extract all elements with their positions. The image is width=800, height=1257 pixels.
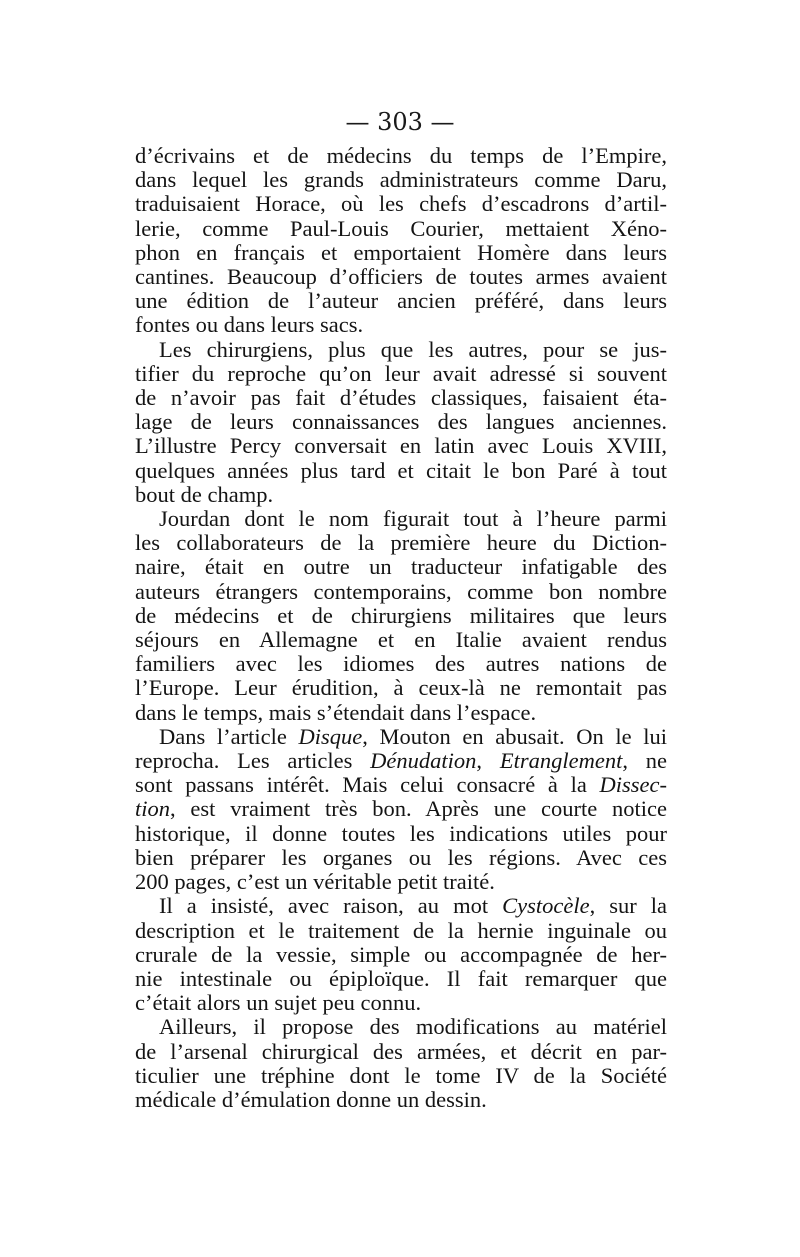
- text-line: tifier du reproche qu’on leur avait adressé si souvent: [135, 360, 667, 386]
- text-line: bien préparer les organes ou les régions. Avec ces: [135, 844, 667, 870]
- text-line: familiers avec les idiomes des autres nations de: [135, 651, 667, 677]
- italic-term: Cystocèle: [502, 893, 590, 919]
- text-line: les collaborateurs de la première heure du Diction-: [135, 530, 667, 556]
- italic-term: Dissec-: [599, 772, 667, 798]
- text-line: de médecins et de chirurgiens militaires que leurs: [135, 602, 667, 628]
- text-line: Les chirurgiens, plus que les autres, pour se jus-: [159, 336, 667, 362]
- text-line: l’Europe. Leur érudition, à ceux-là ne remontait pas: [135, 675, 667, 701]
- text-line: lage de leurs connaissances des langues anciennes.: [135, 409, 667, 435]
- italic-term: Etranglement: [499, 748, 623, 774]
- text-line: naire, était en outre un traducteur infatigable des: [135, 554, 667, 580]
- text-line: L’illustre Percy conversait en latin avec Louis XVIII,: [135, 433, 667, 459]
- text-line: Jourdan dont le nom figurait tout à l’heure parmi: [159, 506, 667, 532]
- text-line: historique, il donne toutes les indications utiles pour: [135, 820, 667, 846]
- text-line: c’était alors un sujet peu connu.: [135, 990, 422, 1016]
- text-line: de l’arsenal chirurgical des armées, et décrit en par-: [135, 1038, 667, 1064]
- text-line: de n’avoir pas fait d’études classiques, faisaient éta-: [135, 385, 667, 411]
- text-line: bout de champ.: [135, 481, 274, 507]
- text-line: Dans l’article Disque, Mouton en abusait. On le lui: [159, 723, 667, 749]
- text-line: 200 pages, c’est un véritable petit traité.: [135, 869, 495, 895]
- text-line: médicale d’émulation donne un dessin.: [135, 1086, 487, 1112]
- text-line: auteurs étrangers contemporains, comme bon nombre: [135, 578, 667, 604]
- page-number: — 303 —: [345, 108, 455, 136]
- text-line: d’écrivains et de médecins du temps de l’Empire,: [135, 143, 667, 168]
- text-line: ticulier une tréphine dont le tome IV de la Société: [135, 1062, 667, 1088]
- text-line: sont passans intérêt. Mais celui consacré à la Dissec-: [135, 772, 667, 798]
- text-line: séjours en Allemagne et en Italie avaient rendus: [135, 627, 667, 653]
- body-text: [135, 144, 667, 1112]
- text-line: quelques années plus tard et citait le bon Paré à tout: [135, 457, 667, 483]
- text-line: nie intestinale ou épiploïque. Il fait remarquer que: [135, 965, 667, 991]
- text-line: dans lequel les grands administrateurs comme Daru,: [135, 167, 667, 193]
- text-line: phon en français et emportaient Homère dans leurs: [135, 239, 667, 265]
- text-line: Ailleurs, il propose des modifications au matériel: [159, 1014, 667, 1040]
- italic-term: Disque: [298, 723, 363, 749]
- text-line: tion, est vraiment très bon. Après une courte notice: [135, 796, 667, 822]
- text-line: une édition de l’auteur ancien préféré, dans leurs: [135, 288, 667, 314]
- text-line: reprocha. Les articles Dénudation, Etranglement, ne: [135, 748, 667, 774]
- text-line: cantines. Beaucoup d’officiers de toutes armes avaient: [135, 264, 667, 290]
- text-line: fontes ou dans leurs sacs.: [135, 312, 364, 338]
- text-line: description et le traitement de la hernie inguinale ou: [135, 917, 667, 943]
- text-line: Il a insisté, avec raison, au mot Cystocèle, sur la: [159, 893, 667, 919]
- text-line: crurale de la vessie, simple ou accompagnée de her-: [135, 941, 667, 967]
- text-line: dans le temps, mais s’étendait dans l’espace.: [135, 699, 537, 725]
- text-line: lerie, comme Paul-Louis Courier, mettaient Xéno-: [135, 215, 667, 241]
- italic-term: tion: [135, 796, 171, 822]
- italic-term: Dénudation: [370, 748, 477, 774]
- text-line: traduisaient Horace, où les chefs d’escadrons d’artil-: [135, 191, 667, 217]
